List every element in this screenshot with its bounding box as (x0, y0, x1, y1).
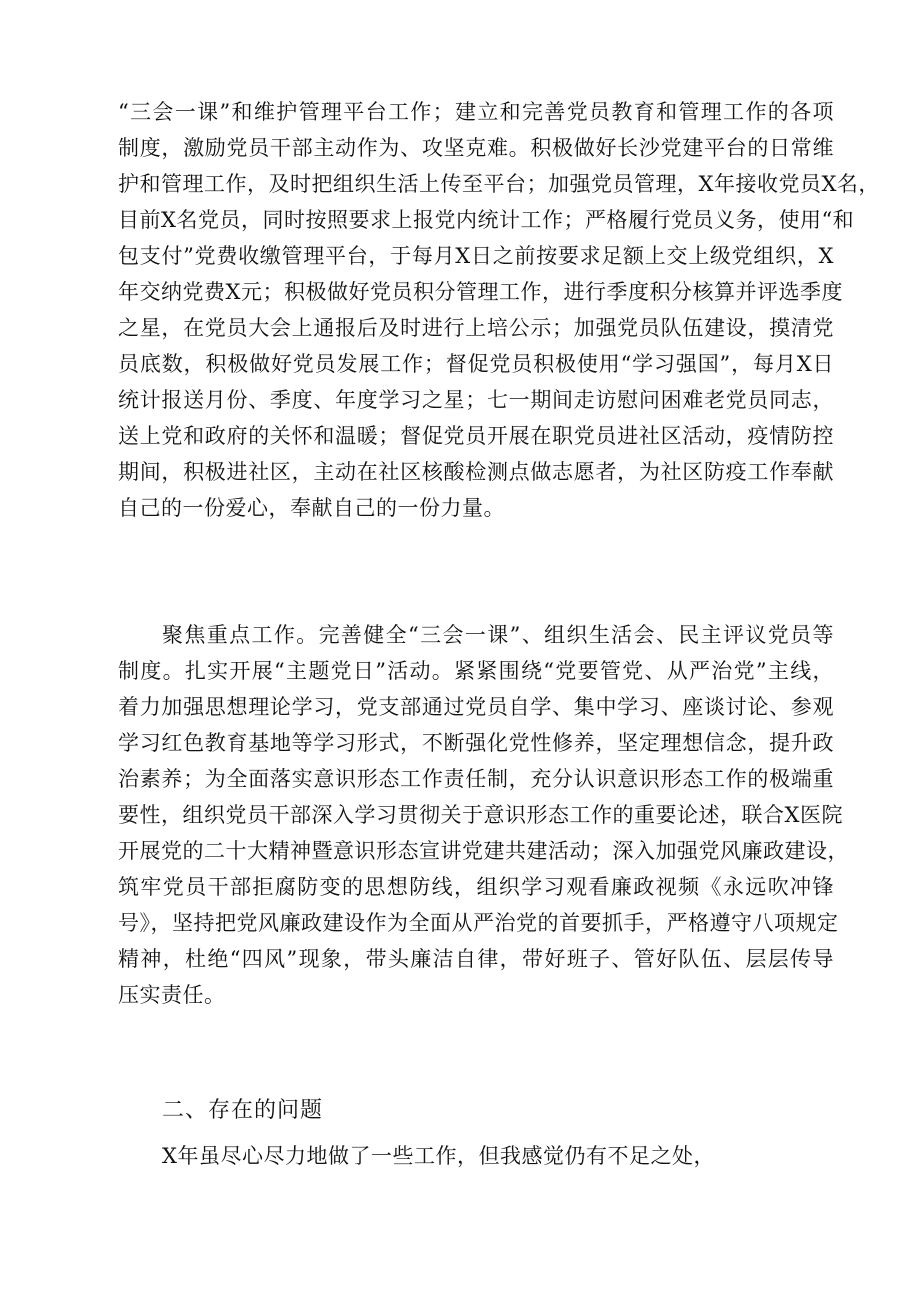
text-line: 期间，积极进社区，主动在社区核酸检测点做志愿者，为社区防疫工作奉献 (118, 460, 834, 484)
text-line: 精神，杜绝“四风”现象，带头廉洁自律，带好班子、管好队伍、层层传导 (118, 947, 834, 971)
text-line: 压实责任。 (118, 983, 226, 1007)
text-line: 聚焦重点工作。完善健全“三会一课”、组织生活会、民主评议党员等 (162, 623, 834, 647)
text-line: 之星，在党员大会上通报后及时进行上培公示；加强党员队伍建设，摸清党 (118, 316, 834, 340)
text-line: 开展党的二十大精神暨意识形态宣讲党建共建活动；深入加强党风廉政建设， (118, 839, 849, 863)
text-line: 员底数，积极做好党员发展工作；督促党员积极使用“学习强国”，每月X日 (118, 352, 834, 376)
text-line: 自己的一份爱心，奉献自己的一份力量。 (118, 496, 505, 520)
text-line: 目前X名党员，同时按照要求上报党内统计工作；严格履行党员义务，使用“和 (118, 208, 855, 232)
paragraph-key-work (118, 617, 849, 1013)
text-line: 要性，组织党员干部深入学习贯彻关于意识形态工作的重要论述，联合X医院 (118, 803, 843, 827)
text-line: 号》，坚持把党风廉政建设作为全面从严治党的首要抓手，严格遵守八项规定 (118, 911, 839, 935)
text-line: 着力加强思想理论学习，党支部通过党员自学、集中学习、座谈讨论、参观 (118, 695, 834, 719)
text-line: 学习红色教育基地等学习形式，不断强化党性修养，坚定理想信念，提升政 (118, 731, 834, 755)
text-line: 筑牢党员干部拒腐防变的思想防线，组织学习观看廉政视频《永远吹冲锋 (118, 875, 834, 899)
paragraph-party-management (118, 94, 880, 526)
text-line: “三会一课”和维护管理平台工作；建立和完善党员教育和管理工作的各项 (118, 100, 834, 124)
section-heading: 二、存在的问题 (162, 1098, 324, 1123)
text-line: 治素养；为全面落实意识形态工作责任制，充分认识意识形态工作的极端重 (118, 767, 834, 791)
text-line: 制度，激励党员干部主动作为、攻坚克难。积极做好长沙党建平台的日常维 (118, 136, 834, 160)
text-line: 制度。扎实开展“主题党日”活动。紧紧围绕“党要管党、从严治党”主线， (118, 659, 834, 683)
text-line: 护和管理工作，及时把组织生活上传至平台；加强党员管理，X年接收党员X名， (118, 172, 880, 196)
paragraph-problems-intro: X年虽尽心尽力地做了一些工作，但我感觉仍有不足之处， (162, 1144, 715, 1168)
text-line: 送上党和政府的关怀和温暖；督促党员开展在职党员进社区活动，疫情防控 (118, 424, 834, 448)
text-line: 包支付”党费收缴管理平台，于每月X日之前按要求足额上交上级党组织，X (118, 244, 834, 268)
text-line: 统计报送月份、季度、年度学习之星；七一期间走访慰问困难老党员同志， (118, 388, 834, 412)
text-line: 年交纳党费X元；积极做好党员积分管理工作，进行季度积分核算并评选季度 (118, 280, 843, 304)
